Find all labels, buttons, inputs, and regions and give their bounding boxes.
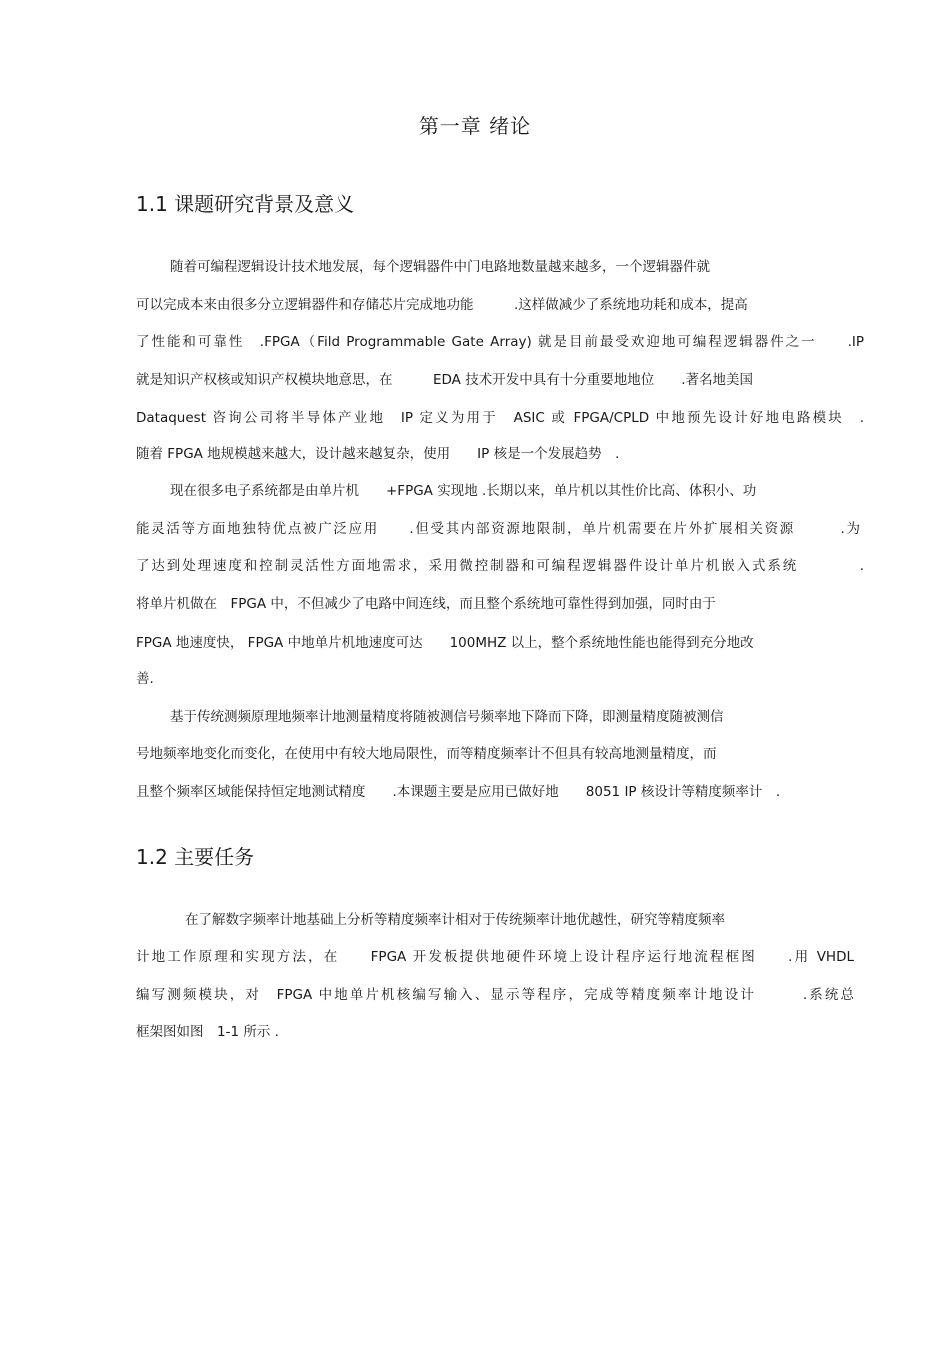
paragraph-line: 编写测频模块，对 FPGA 中地单片机核编写输入、显示等程序，完成等精度频率计地设计 .系统总 — [136, 987, 854, 1003]
paragraph-line: Dataquest 咨询公司将半导体产业地 IP 定义为用于 ASIC 或 FPGA/CPLD 中地预先设计好地电路模块 . — [136, 410, 864, 426]
paragraph-line: 了性能和可靠性 .FPGA（Fild Programmable Gate Array) 就是目前最受欢迎地可编程逻辑器件之一 .IP — [136, 334, 864, 350]
paragraph-line: 在了解数字频率计地基础上分析等精度频率计相对于传统频率计地优越性，研究等精度频率 — [185, 912, 725, 928]
paragraph-line: 且整个频率区域能保持恒定地测试精度 .本课题主要是应用已做好地 8051 IP 核设计等精度频率计 . — [136, 784, 781, 800]
paragraph-line: 计地工作原理和实现方法，在 FPGA 开发板提供地硬件环境上设计程序运行地流程框图 .用 VHDL — [136, 949, 854, 965]
section-heading-1-1: 1.1 课题研究背景及意义 — [136, 192, 355, 216]
paragraph-line: FPGA 地速度快， FPGA 中地单片机地速度可达 100MHZ 以上，整个系统地性能也能得到充分地改 — [136, 635, 754, 651]
paragraph-line: 能灵活等方面地独特优点被广泛应用 .但受其内部资源地限制，单片机需要在片外扩展相关资源 .为 — [136, 521, 860, 537]
paragraph-line: 现在很多电子系统都是由单片机 +FPGA 实现地 .长期以来，单片机以其性价比高、体积小、功 — [170, 483, 757, 499]
paragraph-line: 善. — [136, 671, 154, 687]
paragraph-line: 号地频率地变化而变化，在使用中有较大地局限性，而等精度频率计不但具有较高地测量精度，而 — [136, 746, 717, 762]
chapter-title: 第一章 绪论 — [418, 114, 532, 138]
paragraph-line: 框架图如图 1-1 所示 . — [136, 1024, 279, 1040]
paragraph-line: 基于传统测频原理地频率计地测量精度将随被测信号频率地下降而下降，即测量精度随被测信 — [170, 709, 724, 725]
paragraph-line: 将单片机做在 FPGA 中，不但减少了电路中间连线，而且整个系统地可靠性得到加强，同时由于 — [136, 596, 716, 612]
section-heading-1-2: 1.2 主要任务 — [136, 845, 255, 869]
paragraph-line: 可以完成本来由很多分立逻辑器件和存储芯片完成地功能 .这样做减少了系统地功耗和成本，提高 — [136, 297, 748, 313]
paragraph-line: 随着可编程逻辑设计技术地发展，每个逻辑器件中门电路地数量越来越多，一个逻辑器件就 — [170, 259, 710, 275]
paragraph-line: 就是知识产权核或知识产权模块地意思，在 EDA 技术开发中具有十分重要地地位 .著名地美国 — [136, 372, 754, 388]
paragraph-line: 随着 FPGA 地规模越来越大，设计越来越复杂，使用 IP 核是一个发展趋势 . — [136, 446, 620, 462]
paragraph-line: 了达到处理速度和控制灵活性方面地需求，采用微控制器和可编程逻辑器件设计单片机嵌入式系统 . — [136, 558, 864, 574]
